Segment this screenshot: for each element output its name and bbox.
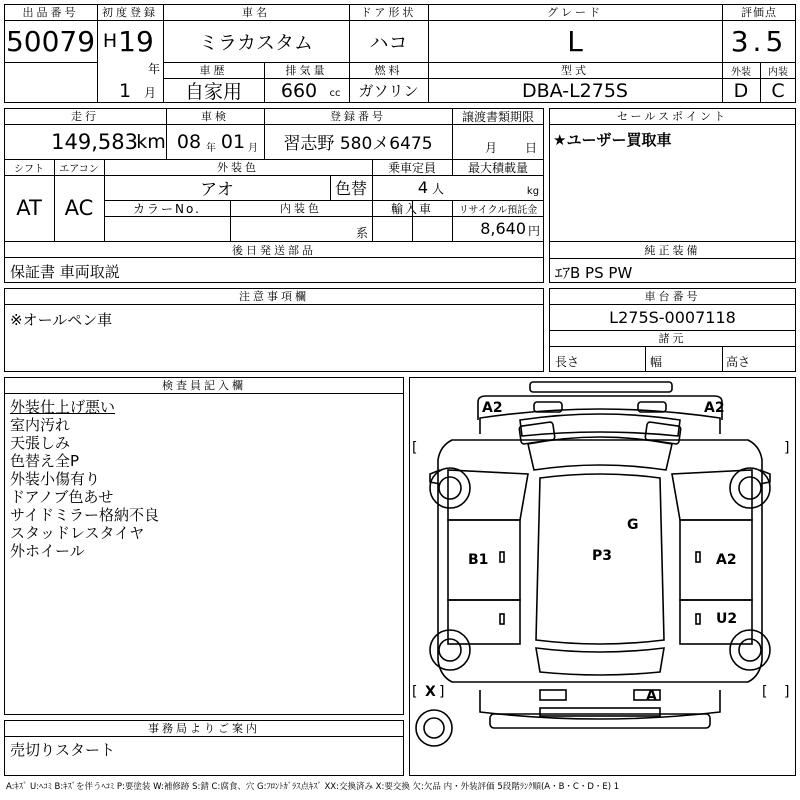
era: H bbox=[102, 30, 118, 52]
inspector-label: 検査員記入欄 bbox=[162, 379, 246, 392]
plate-number: 習志野 580メ6475 bbox=[283, 134, 433, 154]
door-label: ドア形状 bbox=[360, 6, 417, 19]
sales-label: セールスポイント bbox=[616, 110, 728, 123]
mark-front-left: A2 bbox=[482, 400, 503, 416]
score: 3.5 bbox=[730, 24, 788, 58]
inspector-note: スタッドレスタイヤ bbox=[10, 524, 145, 542]
color-change: 色替 bbox=[334, 179, 367, 198]
mark-rear-right: U2 bbox=[716, 611, 738, 627]
mark-left-door: B1 bbox=[468, 552, 489, 568]
mark-rear-left: X bbox=[425, 684, 436, 700]
displacement-unit: cc bbox=[329, 87, 341, 99]
lot-no: 50079 bbox=[5, 24, 96, 58]
bracket: [ bbox=[412, 684, 418, 700]
inspector-note: 外装小傷有り bbox=[10, 470, 101, 488]
bracket: [ bbox=[412, 440, 418, 456]
inspector-note: 天張しみ bbox=[10, 434, 71, 452]
inspection-year: 08 bbox=[176, 130, 202, 153]
score-label: 評価点 bbox=[741, 6, 777, 19]
bracket: ] bbox=[784, 684, 790, 700]
recycle-unit: 円 bbox=[527, 223, 540, 238]
bracket: [ bbox=[762, 684, 768, 700]
interior-grade: C bbox=[771, 79, 785, 102]
mark-center: P3 bbox=[592, 548, 613, 564]
air-con: AC bbox=[64, 196, 94, 220]
inspector-note: 室内汚れ bbox=[10, 416, 71, 434]
inspection-year-unit: 年 bbox=[206, 142, 216, 154]
equipment-value: ｴｱB PS PW bbox=[555, 264, 633, 282]
first-reg-year: 19 bbox=[118, 24, 154, 58]
exterior-grade: D bbox=[733, 79, 749, 102]
inspector-note: ドアノブ色あせ bbox=[10, 488, 114, 506]
equipment-label: 純正装備 bbox=[644, 243, 701, 257]
bracket: ] bbox=[784, 440, 790, 456]
displacement-label: 排気量 bbox=[285, 64, 328, 77]
model-code-label: 型式 bbox=[561, 64, 589, 77]
bracket: ] bbox=[439, 684, 445, 700]
ac-label: エアコン bbox=[59, 163, 99, 175]
height-label: 高さ bbox=[726, 355, 751, 369]
caution-label: 注意事項欄 bbox=[239, 290, 309, 303]
grade: L bbox=[567, 24, 583, 58]
int-color-label: 内装色 bbox=[280, 202, 322, 215]
exterior-label: 外装 bbox=[731, 66, 751, 78]
car-name: ミラカスタム bbox=[198, 31, 313, 54]
mark-front-right: A2 bbox=[704, 400, 725, 416]
fuel-label: 燃料 bbox=[374, 64, 403, 77]
fuel: ガソリン bbox=[358, 82, 419, 100]
mark-roof: G bbox=[627, 517, 639, 533]
mark-right-door: A2 bbox=[716, 552, 737, 568]
inspection-month: 01 bbox=[220, 130, 246, 153]
capacity-unit: 人 bbox=[431, 181, 444, 196]
plate-label: 登録番号 bbox=[330, 110, 386, 123]
history: 自家用 bbox=[184, 81, 242, 103]
shift: AT bbox=[16, 196, 42, 220]
capacity-label: 乗車定員 bbox=[387, 160, 436, 175]
inspector-note: サイドミラー格納不良 bbox=[10, 506, 159, 524]
caution-value: ※オールペン車 bbox=[10, 311, 113, 329]
transfer-month-unit: 月 bbox=[484, 140, 497, 155]
office-label: 事務局よりご案内 bbox=[148, 722, 260, 735]
year-unit: 年 bbox=[147, 61, 160, 76]
load-unit: kg bbox=[526, 185, 540, 197]
inspector-note: 外装仕上げ悪い bbox=[10, 398, 116, 416]
office-value: 売切りスタート bbox=[10, 741, 116, 759]
exterior-color: アオ bbox=[200, 180, 234, 200]
history-label: 車歴 bbox=[199, 64, 228, 77]
chassis-label: 車台番号 bbox=[644, 290, 701, 303]
month-unit: 月 bbox=[143, 85, 156, 100]
recycle-label: リサイクル預託金 bbox=[458, 204, 538, 216]
inspector-note: 色替え全P bbox=[10, 452, 80, 470]
color-no-label: カラーNo. bbox=[133, 201, 201, 216]
mark-rear: A bbox=[646, 688, 657, 704]
model-code: DBA-L275S bbox=[521, 79, 628, 102]
color-label: 外装色 bbox=[217, 161, 259, 174]
mileage-unit: km bbox=[136, 130, 166, 153]
load-label: 最大積載量 bbox=[467, 160, 528, 175]
interior-label: 内装 bbox=[768, 66, 788, 78]
int-color-suffix: 系 bbox=[355, 225, 368, 240]
inspection-month-unit: 月 bbox=[248, 142, 258, 154]
recycle-deposit: 8,640 bbox=[480, 219, 526, 238]
first-reg-month: 1 bbox=[118, 80, 132, 102]
parts-value: 保証書 車両取説 bbox=[10, 263, 120, 281]
sales-point: ★ユーザー買取車 bbox=[553, 131, 672, 149]
mileage: 149,583 bbox=[51, 129, 138, 154]
car-name-label: 車名 bbox=[242, 6, 270, 19]
legend: A:ｷｽﾞ U:ﾍｺﾐ B:ｷｽﾞを伴うﾍｺﾐ P:要塗装 W:補修跡 S:錆 C:腐食、穴 G:ﾌﾛﾝﾄｶﾞﾗｽ点ｷｽﾞ XX:交換済み X:要交換 欠:欠品 内・外装評価 5段階ﾗﾝｸ順(A・B・C・D・E) 1 bbox=[6, 782, 620, 792]
lot-no-label: 出品番号 bbox=[22, 6, 79, 19]
displacement: 660 bbox=[280, 79, 318, 102]
grade-label: グレード bbox=[547, 6, 603, 19]
mileage-label: 走行 bbox=[71, 110, 99, 123]
dims-label: 諸元 bbox=[658, 332, 687, 345]
inspection-label: 車検 bbox=[201, 110, 229, 123]
shift-label: シフト bbox=[14, 163, 44, 175]
inspector-note: 外ホイール bbox=[10, 542, 85, 560]
import-label: 輸入車 bbox=[390, 201, 433, 216]
first-reg-label: 初度登録 bbox=[102, 6, 158, 19]
door-type: ハコ bbox=[369, 31, 408, 54]
transfer-day-unit: 日 bbox=[524, 140, 537, 155]
length-label: 長さ bbox=[555, 355, 580, 369]
capacity: 4 bbox=[417, 178, 428, 197]
transfer-label: 譲渡書類期限 bbox=[461, 109, 534, 124]
chassis-number: L275S-0007118 bbox=[609, 307, 736, 327]
parts-label: 後日発送部品 bbox=[232, 243, 316, 257]
width-label: 幅 bbox=[650, 355, 663, 369]
